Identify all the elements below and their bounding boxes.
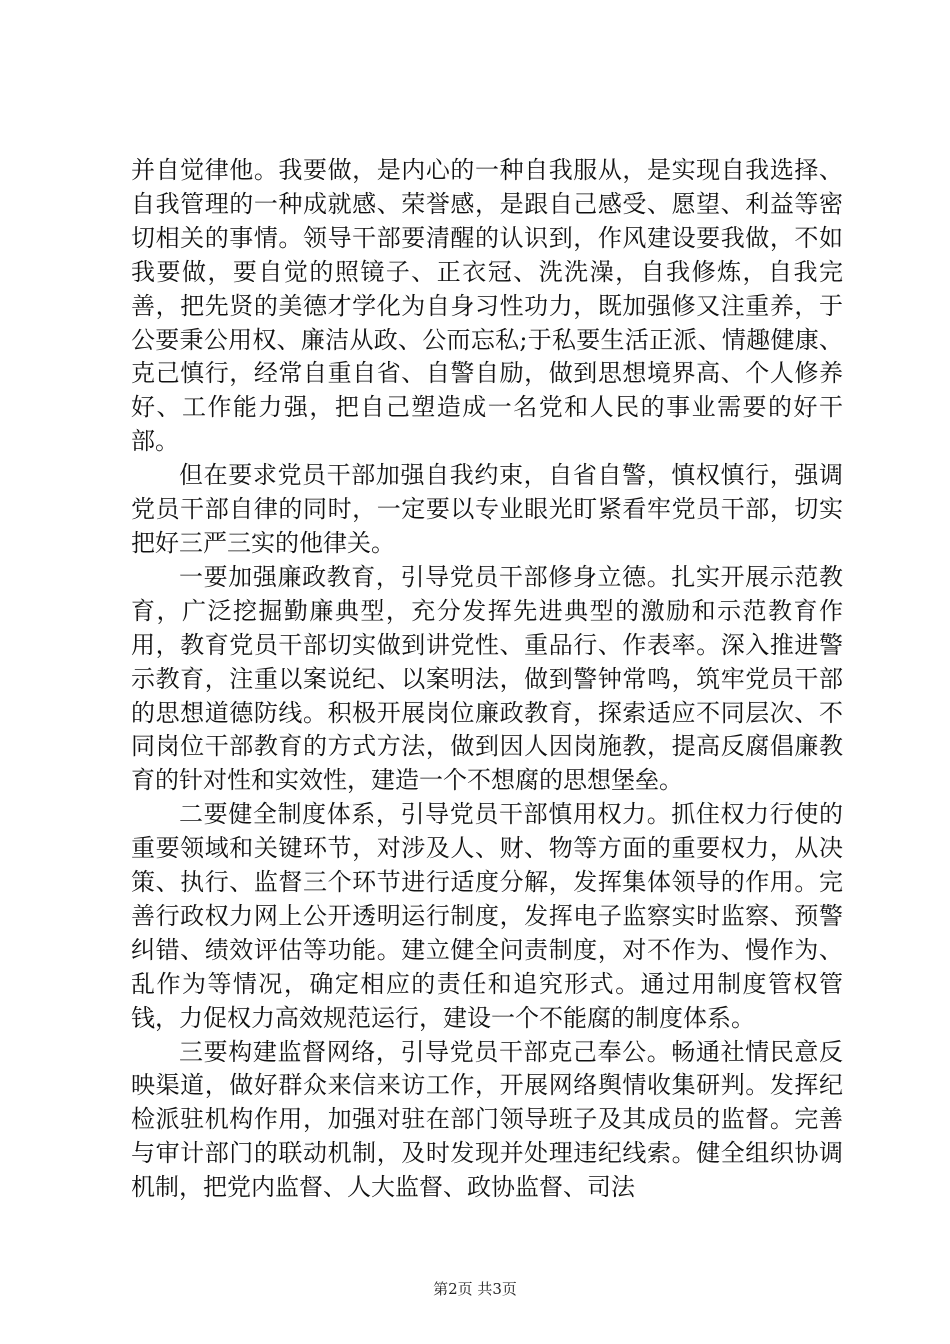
document-body (131, 154, 843, 1205)
paragraph-self-discipline: 但在要求党员干部加强自我约束，自省自警，慎权慎行，强调党员干部自律的同时，一定要以专业眼光盯紧看牢党员干部，切实把好三严三实的他律关。 (131, 461, 843, 557)
page-number-footer: 第2页 共3页 (433, 1280, 517, 1298)
paragraph-continuation: 并自觉律他。我要做，是内心的一种自我服从，是实现自我选择、自我管理的一种成就感、荣誉感，是跟自己感受、愿望、利益等密切相关的事情。领导干部要清醒的认识到，作风建设要我做，不如我要做，要自觉的照镜子、正衣冠、洗洗澡，自我修炼，自我完善，把先贤的美德才学化为自身习性功力，既加强修又注重养，于公要秉公用权、廉洁从政、公而忘私;于私要生活正派、情趣健康、克己慎行，经常自重自省、自警自励，做到思想境界高、个人修养好、工作能力强，把自己塑造成一名党和人民的事业需要的好干部。 (131, 156, 843, 456)
paragraph-supervision-network: 三要构建监督网络，引导党员干部克己奉公。畅通社情民意反映渠道，做好群众来信来访工作，开展网络舆情收集研判。发挥纪检派驻机构作用，加强对驻在部门领导班子及其成员的监督。完善与审计部门的联动机制，及时发现并处理违纪线索。健全组织协调机制，把党内监督、人大监督、政协监督、司法 (131, 1037, 843, 1202)
paragraph-integrity-education: 一要加强廉政教育，引导党员干部修身立德。扎实开展示范教育，广泛挖掘勤廉典型，充分发挥先进典型的激励和示范教育作用，教育党员干部切实做到讲党性、重品行、作表率。深入推进警示教育，注重以案说纪、以案明法，做到警钟常鸣，筑牢党员干部的思想道德防线。积极开展岗位廉政教育，探索适应不同层次、不同岗位干部教育的方式方法，做到因人因岗施教，提高反腐倡廉教育的针对性和实效性，建造一个不想腐的思想堡垒。 (131, 562, 843, 795)
paragraph-institutional-system: 二要健全制度体系，引导党员干部慎用权力。抓住权力行使的重要领域和关键环节，对涉及人、财、物等方面的重要权力，从决策、执行、监督三个环节进行适度分解，发挥集体领导的作用。完善行政权力网上公开透明运行制度，发挥电子监察实时监察、预警纠错、绩效评估等功能。建立健全问责制度，对不作为、慢作为、乱作为等情况，确定相应的责任和追究形式。通过用制度管权管钱，力促权力高效规范运行，建设一个不能腐的制度体系。 (131, 800, 843, 1032)
